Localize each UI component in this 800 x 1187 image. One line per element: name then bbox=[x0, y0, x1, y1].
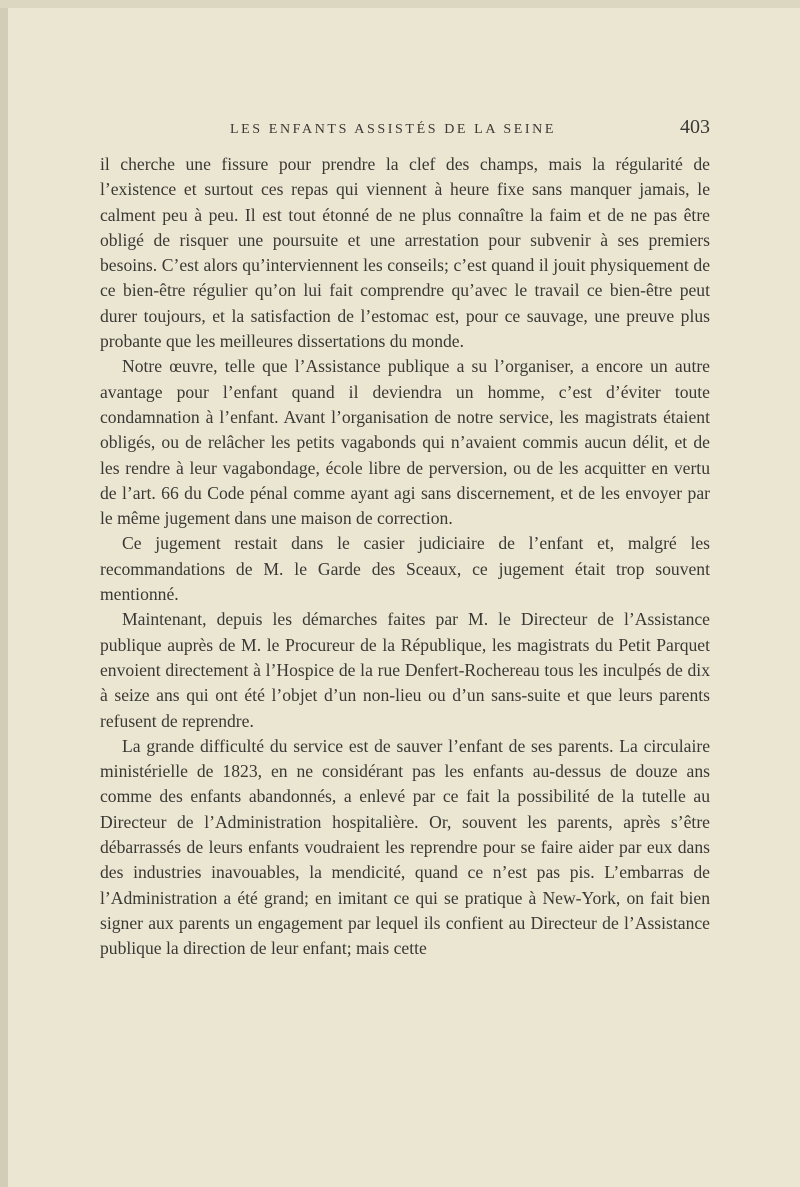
paragraph-continuation: il cherche une fissure pour prendre la clef des champs, mais la régularité de l’existence et surtout ces repas qui viennent à heure fixe sans manquer jamais, le calment peu à peu. Il est tout étonné de ne plus connaître la faim et de ne pas être obligé de risquer une poursuite et une arrestation pour subvenir à ses premiers besoins. C’est alors qu’interviennent les conseils; c’est quand il jouit physiquement de ce bien-être régulier qu’on lui fait comprendre qu’avec le travail ce bien-être peut durer toujours, et la satisfaction de l’estomac est, pour ce sauvage, une preuve plus probante que les meilleures dissertations du monde. bbox=[100, 154, 710, 352]
paragraph: Ce jugement restait dans le casier judiciaire de l’enfant et, malgré les recommandations de M. le Garde des Sceaux, ce jugement était trop souvent mentionné. bbox=[100, 533, 710, 605]
running-title: LES ENFANTS ASSISTÉS DE LA SEINE bbox=[230, 122, 557, 137]
page-left-edge-shadow bbox=[0, 0, 8, 1187]
body-text bbox=[100, 152, 710, 962]
page-header bbox=[100, 116, 710, 146]
paragraph: Maintenant, depuis les démarches faites par M. le Directeur de l’Assistance publique auprès de M. le Procureur de la République, les magistrats du Petit Parquet envoient directement à l’Hospice de la rue Denfert-Rochereau tous les inculpés de dix à seize ans qui ont été l’objet d’un non-lieu ou d’un sans-suite et que leurs parents refusent de reprendre. bbox=[100, 609, 710, 731]
page-number: 403 bbox=[680, 116, 710, 138]
page-top-edge-shadow bbox=[0, 0, 800, 8]
paragraph: Notre œuvre, telle que l’Assistance publique a su l’organiser, a encore un autre avantage pour l’enfant quand il deviendra un homme, c’est d’éviter toute condamnation à l’enfant. Avant l’organisation de notre service, les magistrats étaient obligés, ou de relâcher les petits vagabonds qui n’avaient commis aucun délit, et de les rendre à leur vagabondage, école libre de perversion, ou de les acquitter en vertu de l’art. 66 du Code pénal comme ayant agi sans discernement, et de les envoyer par le même jugement dans une maison de correction. bbox=[100, 356, 710, 529]
paragraph: La grande difficulté du service est de sauver l’enfant de ses parents. La circulaire ministérielle de 1823, en ne considérant pas les enfants au-dessus de douze ans comme des enfants abandonnés, a enlevé par ce fait la possibilité de la tutelle au Directeur de l’Administration hospitalière. Or, souvent les parents, après s’être débarrassés de leurs enfants voudraient les reprendre pour se faire aider par eux dans des industries inavouables, la mendicité, quand ce n’est pas pis. L’embarras de l’Administration a été grand; en imitant ce qui se pratique à New-York, on fait bien signer aux parents un engagement par lequel ils confient au Directeur de l’Assistance publique la direction de leur enfant; mais cette bbox=[100, 735, 710, 959]
